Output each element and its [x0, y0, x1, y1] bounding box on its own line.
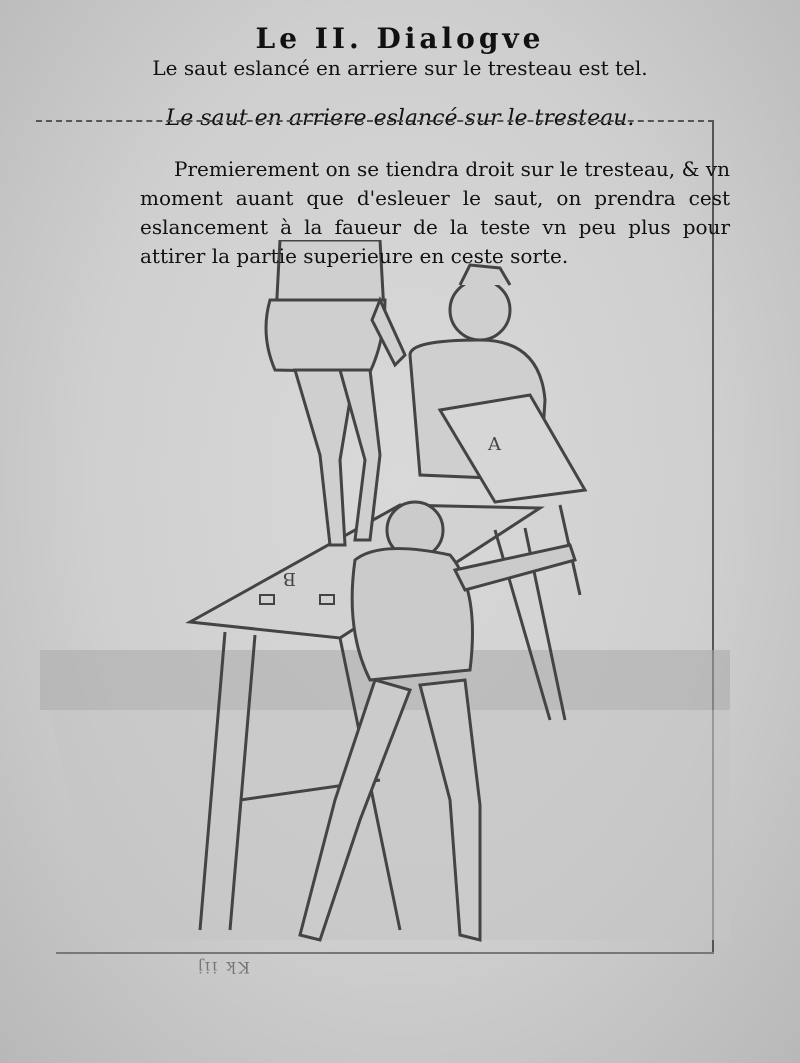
- signature-mark: Kk iij: [196, 958, 250, 977]
- running-head: Le II. Dialogve: [255, 22, 545, 55]
- paragraph-text: Premierement on se tiendra droit sur le tresteau, & vn moment auant que d'esleuer le saut, on prendra cest eslancement à la faueur de la teste vn peu plus pour attirer la partie superieure en ceste sorte.: [140, 157, 730, 268]
- woodcut-illustration: [40, 240, 730, 960]
- subhead: Le saut eslancé en arriere sur le tresteau est tel.: [152, 56, 648, 80]
- section-title: Le saut en arriere eslancé sur le tresteau.: [165, 106, 635, 131]
- standing-figure: [266, 240, 405, 545]
- body-paragraph: [140, 155, 730, 271]
- label-b: B: [282, 568, 296, 589]
- frame-top-line: [36, 120, 714, 122]
- label-a: A: [488, 434, 501, 455]
